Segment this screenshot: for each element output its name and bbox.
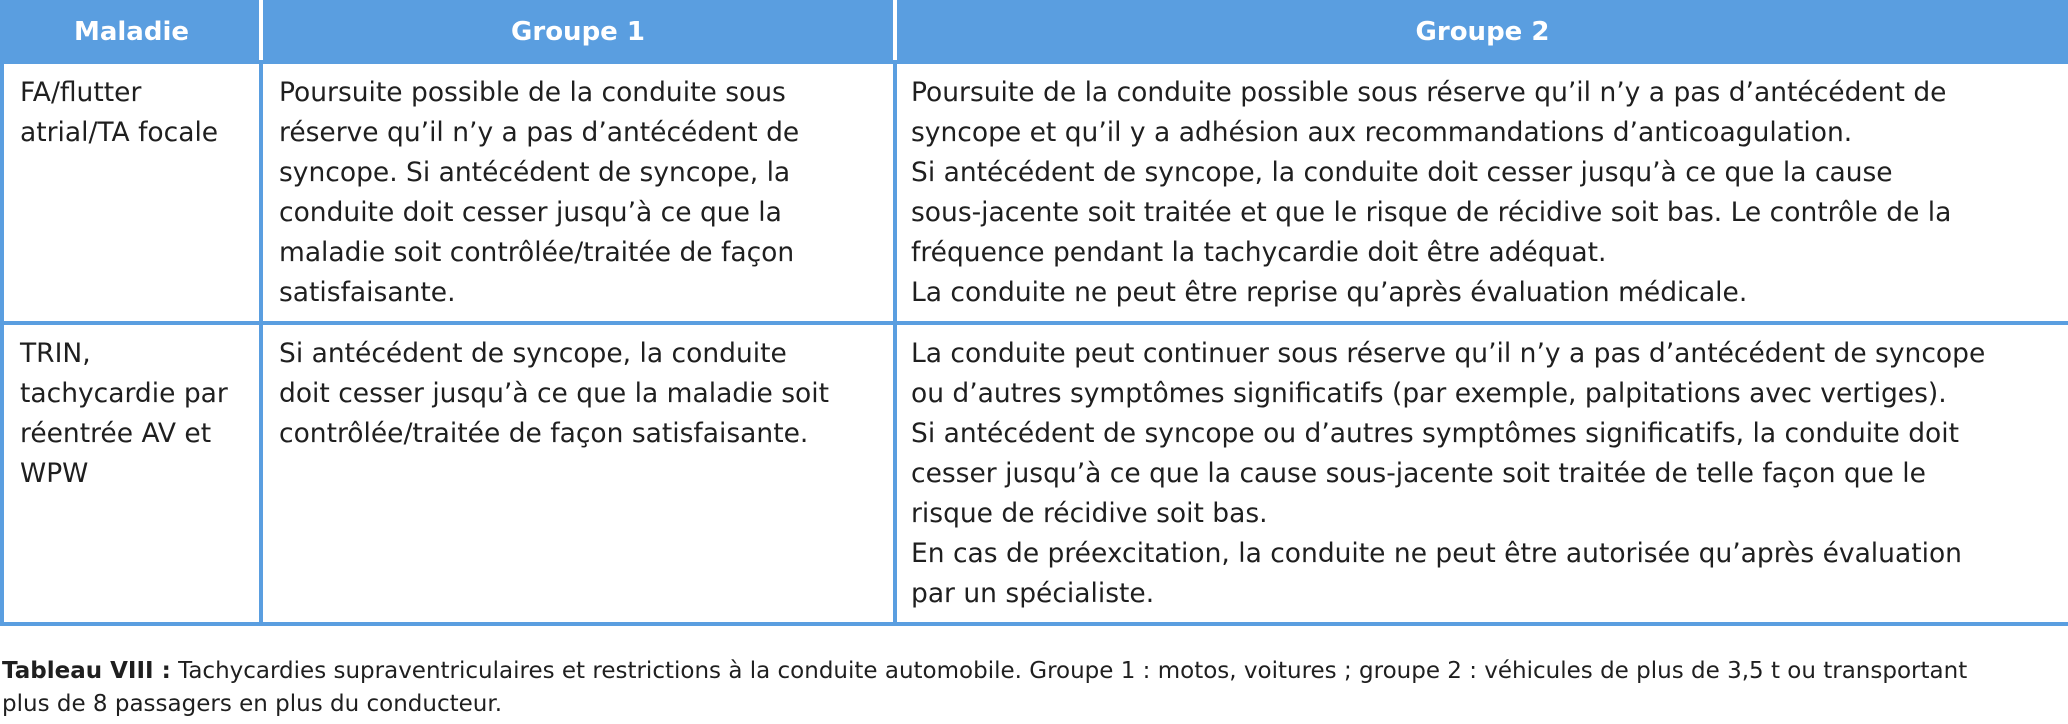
cell-text-line: sous-jacente soit traitée et que le risque de récidive soit bas. Le contrôle de la — [911, 197, 1952, 228]
cell-text-line: Poursuite possible de la conduite sous — [279, 77, 786, 108]
cell-groupe-1 — [261, 323, 895, 624]
cell-text-line: Si antécédent de syncope ou d’autres symptômes significatifs, la conduite doit — [911, 418, 1960, 449]
cell-text-line: FA/flutter — [20, 77, 142, 108]
cell-text-line: atrial/TA focale — [20, 117, 219, 148]
caption-label: Tableau VIII : — [2, 658, 171, 684]
cell-groupe-1 — [261, 62, 895, 323]
cell-text-line: Poursuite de la conduite possible sous réserve qu’il n’y a pas d’antécédent de — [911, 77, 1947, 108]
cell-maladie — [2, 323, 261, 624]
cell-text-line: satisfaisante. — [279, 277, 456, 308]
cell-text-line: réserve qu’il n’y a pas d’antécédent de — [279, 117, 800, 148]
cell-text-line: Si antécédent de syncope, la conduite — [279, 338, 787, 369]
cell-text-line: La conduite peut continuer sous réserve qu’il n’y a pas d’antécédent de syncope — [911, 338, 1986, 369]
cell-text-line: maladie soit contrôlée/traitée de façon — [279, 237, 795, 268]
table-caption — [2, 655, 2068, 721]
cell-text-line: conduite doit cesser jusqu’à ce que la — [279, 197, 782, 228]
cell-text-line: TRIN, — [20, 338, 91, 369]
cell-maladie — [2, 62, 261, 323]
cell-text-line: fréquence pendant la tachycardie doit être adéquat. — [911, 237, 1607, 268]
cell-text-line: doit cesser jusqu’à ce que la maladie soit — [279, 378, 829, 409]
cell-text-line: En cas de préexcitation, la conduite ne peut être autorisée qu’après évaluation — [911, 538, 1962, 569]
cell-text-line: risque de récidive soit bas. — [911, 498, 1268, 529]
cell-text-line: réentrée AV et — [20, 418, 212, 449]
cell-text-line: par un spécialiste. — [911, 578, 1155, 609]
cell-text-line: syncope et qu’il y a adhésion aux recommandations d’anticoagulation. — [911, 117, 1853, 148]
cell-text-line: Si antécédent de syncope, la conduite doit cesser jusqu’à ce que la cause — [911, 157, 1893, 188]
header-groupe-1: Groupe 1 — [261, 2, 895, 62]
header-groupe-2: Groupe 2 — [895, 2, 2068, 62]
table-row — [2, 323, 2068, 624]
cell-groupe-2 — [895, 62, 2068, 323]
cell-text-line: cesser jusqu’à ce que la cause sous-jacente soit traitée de telle façon que le — [911, 458, 1926, 489]
cell-groupe-2 — [895, 323, 2068, 624]
caption-text-continued: plus de 8 passagers en plus du conducteur. — [2, 691, 503, 717]
header-maladie: Maladie — [2, 2, 261, 62]
caption-text: Tachycardies supraventriculaires et restrictions à la conduite automobile. Groupe 1 : motos, voitures ; groupe 2 : véhicules de plus de 3,5 t ou transportant — [170, 658, 1968, 684]
table-row — [2, 62, 2068, 323]
cell-text-line: syncope. Si antécédent de syncope, la — [279, 157, 791, 188]
cell-text-line: WPW — [20, 458, 89, 489]
cell-text-line: contrôlée/traitée de façon satisfaisante. — [279, 418, 809, 449]
cell-text-line: La conduite ne peut être reprise qu’après évaluation médicale. — [911, 277, 1748, 308]
table-header-row — [2, 2, 2068, 62]
cell-text-line: tachycardie par — [20, 378, 228, 409]
cell-text-line: ou d’autres symptômes significatifs (par exemple, palpitations avec vertiges). — [911, 378, 1947, 409]
